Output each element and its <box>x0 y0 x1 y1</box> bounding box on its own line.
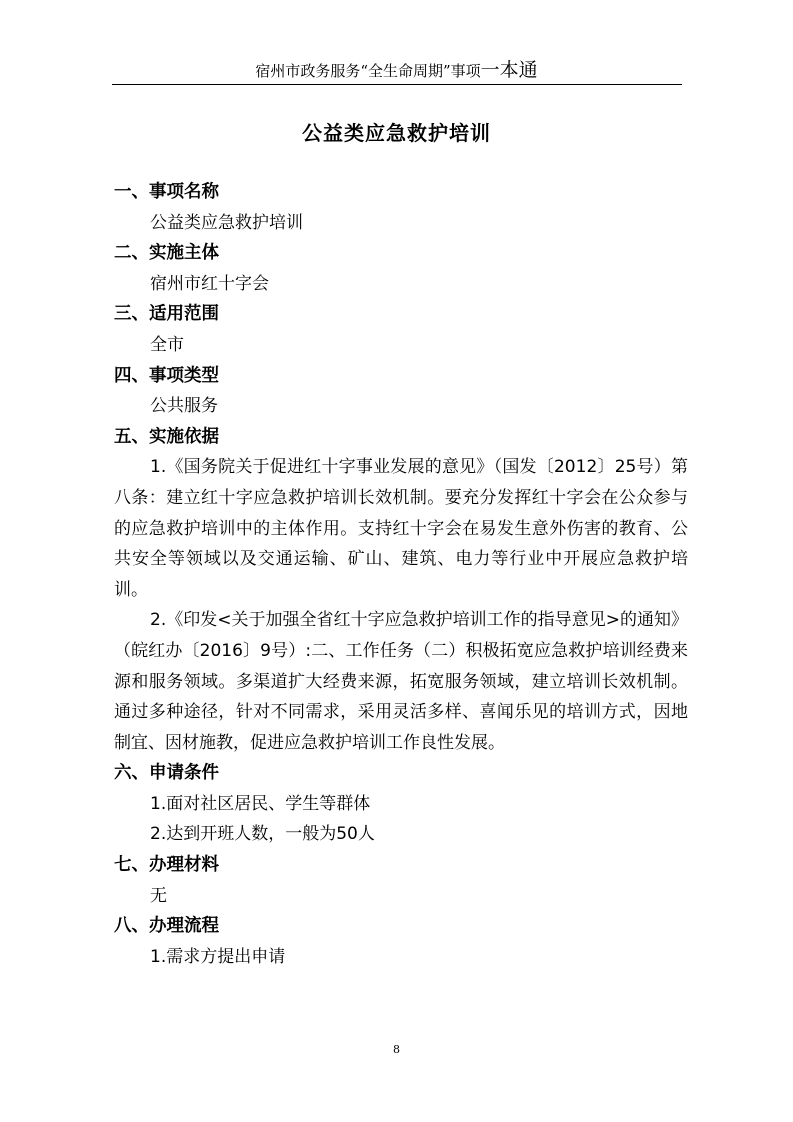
section-heading-item-type: 四、事项类型 <box>114 365 219 386</box>
section-value-implementer: 宿州市红十字会 <box>150 273 269 294</box>
legal-basis-paragraph-2: 2.《印发<关于加强全省红十字应急救护培训工作的指导意见>的通知》（皖红办〔2016〕9号）:二、工作任务（二）积极拓宽应急救护培训经费来源和服务领域。多渠道扩大经费来源，拓宽服务领域，建立培训长效机制。通过多种途径，针对不同需求，采用灵活多样、喜闻乐见的培训方式，因地制宜、因材施教，促进应急救护培训工作良性发展。 <box>114 610 688 753</box>
condition-item-2: 2.达到开班人数，一般为50人 <box>150 824 375 845</box>
page-number: 8 <box>393 1043 400 1056</box>
header-prefix: 宿州市政务服务“全生命周期”事项 <box>255 62 481 80</box>
section-value-item-type: 公共服务 <box>150 396 218 417</box>
section-heading-process: 八、办理流程 <box>114 916 219 937</box>
condition-item-1: 1.面对社区居民、学生等群体 <box>150 793 371 814</box>
header-rule <box>112 84 682 85</box>
section-value-materials: 无 <box>150 885 167 906</box>
section-heading-materials: 七、办理材料 <box>114 855 219 876</box>
section-heading-scope: 三、适用范围 <box>114 304 219 325</box>
section-value-item-name: 公益类应急救护培训 <box>150 212 303 233</box>
section-heading-implementer: 二、实施主体 <box>114 243 219 264</box>
legal-basis-paragraph-1: 1.《国务院关于促进红十字事业发展的意见》（国发〔2012〕25号）第八条：建立红十字应急救护培训长效机制。要充分发挥红十字会在公众参与的应急救护培训中的主体作用。支持红十字会在易发生意外伤害的教育、公共安全等领域以及交通运输、矿山、建筑、电力等行业中开展应急救护培训。 <box>114 457 688 600</box>
document-body <box>114 177 688 972</box>
section-value-scope: 全市 <box>150 334 184 355</box>
section-heading-legal-basis: 五、实施依据 <box>114 426 219 447</box>
page-title: 公益类应急救护培训 <box>302 121 491 145</box>
section-heading-item-name: 一、事项名称 <box>114 182 219 202</box>
section-heading-conditions: 六、申请条件 <box>114 763 219 784</box>
header-suffix: 一本通 <box>480 59 538 81</box>
running-header <box>0 60 793 81</box>
process-step-1: 1.需求方提出申请 <box>150 946 286 967</box>
